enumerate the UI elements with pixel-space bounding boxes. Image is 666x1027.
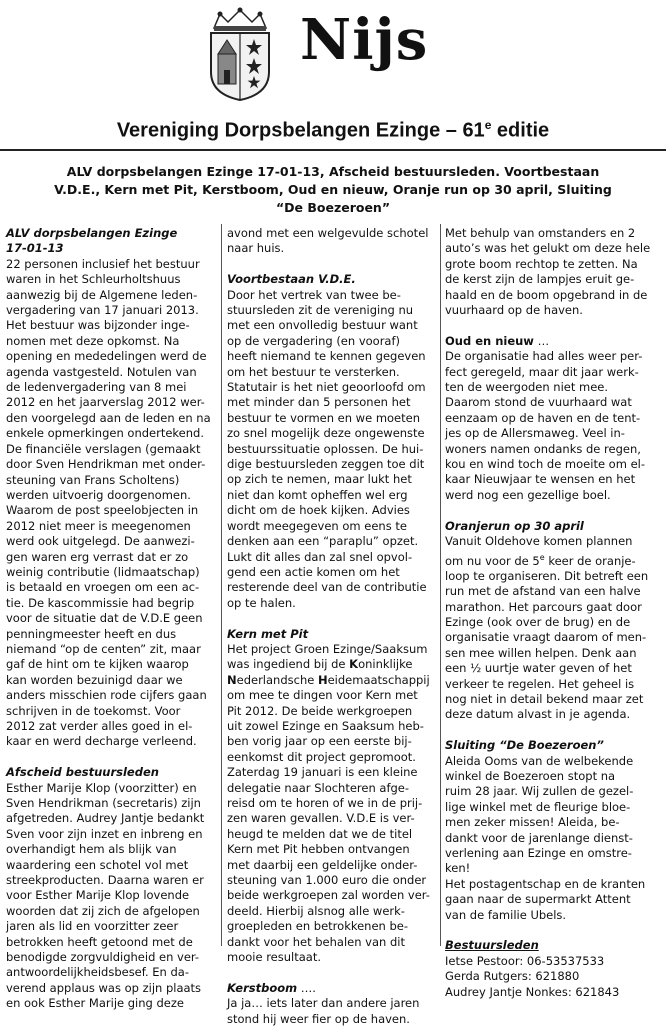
section-title-afscheid: Afscheid bestuursleden (6, 765, 159, 780)
edition-title: Vereniging Dorpsbelangen Ezinge – 61e editie (116, 118, 550, 142)
column-divider (221, 224, 222, 946)
section-text-alv: 22 personen inclusief het bestuur waren in het Schleurholtshuus aanwezig bij de Algemene leden- vergadering van 17 januari 2013. Het bestuur was bijzonder inge- nomen met deze opkomst. Na opening en mededelingen werd de agenda vastgesteld. Notulen van de ledenvergadering van 8 mei 2012 en het jaarverslag 2012 wer- den voorgelegd aan de leden en na enkele opmerkingen ondertekend. De financiële verslagen (gemaakt door Sven Hendrikman met onder- steuning van Frans Scholtens) werden uitvoerig doorgenomen. Waarom de post speelobjecten in 2012 niet meer is meegenomen werd ook uitgelegd. De aanwezi- gen waren erg verrast dat er zo weinig contributie (lidmaatschap) is betaald en vroegen om een ac- tie. De kascommissie had begrip voor de situatie dat de V.D.E geen penningmeester heeft en dus niemand “op de centen” zit, maar gaf de hint om te kijken waarop kan worden bezuinigd daar we anders misschien rode cijfers gaan schrijven in de toekomst. Voor 2012 zat verder alles goed in el- kaar en werd decharge verleend. (6, 256, 211, 749)
section-title-kerstboom: Kerstboom …. (227, 980, 316, 995)
masthead (0, 0, 666, 110)
section-text-kern-met-pit: Het project Groen Ezinge/Saaksum was ingediend bij de Koninklijke Nederlandsche Heidemaatschappij om mee te dingen voor Kern met Pit 2012. De beide werkgroepen uit zowel Ezinge en Saaksum heb- ben vorig jaar op een eerste bij- eenkomst dit project gepromoot. Zaterdag 19 januari is een kleine delegatie naar Slochteren afge- reisd om te horen of we in de prij- zen waren gevallen. V.D.E is ver- heugd te melden dat we de titel Kern met Pit hebben ontvangen met daarbij een geldelijke onder- steuning van 1.000 euro die onder beide werkgroepen zal worden ver- deeld. Hierbij alsnog alle werk- groepleden en betrokkenen be- dankt voor het behalen van dit mooie resultaat. (227, 641, 430, 965)
headline: ALV dorpsbelangen Ezinge 17-01-13, Afscheid bestuursleden. Voortbestaan V.D.E., Kern met Pit, Kerstboom, Oud en nieuw, Oranje run op 30 april, Sluiting “De Boezeroen” (54, 164, 612, 215)
section-title-bestuursleden: Bestuursleden (445, 938, 539, 953)
section-text-kerstboom-continued: Met behulp van omstanders en 2 auto’s was het gelukt om deze hele grote boom rechtop te zetten. Na de kerst zijn de lampjes eruit ge- haald en de boom opgebrand in de vuurhaard op de haven. (445, 226, 651, 318)
section-text-oranjerun: Vanuit Oldehove komen plannen om nu voor de 5e keer de oranje- loop te organiseren. Dit betreft een run met de afstand van een halve marathon. Het parcours gaat door Ezinge (ook over de brug) en de organisatie vraagt daarom of men- sen mee willen helpen. Denk aan een ½ uurtje water geven of het verkeer te regelen. Het geheel is nog niet in detail bekend maar zet deze datum alvast in je agenda. (445, 534, 649, 722)
section-title-kern-met-pit: Kern met Pit (227, 626, 309, 641)
section-text-afscheid-continued: avond met een welgevulde schotel naar huis. (227, 226, 429, 256)
section-text-oud-en-nieuw: De organisatie had alles weer per- fect geregeld, maar dit jaar werk- ten de weergoden niet mee. Daarom stond de vuurhaard wat eenzaam op de haven en de tent- jes op de Allersmaweg. Veel in- woners namen ondanks de regen, kou en wind toch de moeite om el- kaar Nieuwjaar te wensen en het werd nog een gezellige boel. (445, 349, 645, 502)
column-2 (227, 226, 437, 1027)
section-title-oud-en-nieuw: Oud en nieuw … (445, 333, 550, 348)
section-text-afscheid: Esther Marije Klop (voorzitter) en Sven Hendrikman (secretaris) zijn afgetreden. Audrey Jantje bedankt Sven voor zijn inzet en inbreng en overhandigt hem als blijk van waardering een schotel vol met streekproducten. Daarna waren er voor Esther Marije Klop lovende woorden dat zij zich de afgelopen jaren als lid en voorzitter zeer betrokken heeft getoond met de benodigde zorgvuldigheid en ver- antwoordelijkheidsbesef. En da- verend applaus was op zijn plaats en ook Esther Marije ging deze (6, 780, 205, 1011)
section-text-voortbestaan: Door het vertrek van twee be- stuursleden zit de vereniging nu met een onvolledig bestuur want op de vergadering (en vooraf) heeft niemand te kennen gegeven om het bestuur te versterken. Statutair is het niet geoorloofd om met minder dan 5 personen het bestuur te vormen en we moeten zo snel mogelijk deze ongewenste bestuurssituatie oplossen. De hui- dige bestuursleden zeggen toe dit op zich te nemen, maar lukt het niet dan komt opheffen wel erg dicht om de hoek kijken. Advies wordt meegegeven om eens te denken aan een “paraplu” opzet. Lukt dit alles dan zal snel opvol- gend een actie komen om het resterende deel van de contributie op te halen. (227, 287, 427, 610)
section-title-oranjerun: Oranjerun op 30 april (445, 518, 584, 533)
section-title-voortbestaan: Voortbestaan V.D.E. (227, 272, 356, 287)
column-divider (440, 224, 441, 946)
section-text-sluiting: Aleida Ooms van de welbekende winkel de Boezeroen stopt na ruim 28 jaar. Wij zullen de gezel- lige winkel met de fleurige bloe- men zeker missen! Aleida, be- dankt voor de jarenlange dienst- verlening aan Ezinge en omstre- ken! Het postagentschap en de kranten gaan naar de supermarkt Attent van de familie Ubels. (445, 753, 646, 922)
section-title-sluiting: Sluiting “De Boezeroen” (445, 738, 604, 753)
column-1 (6, 226, 218, 1012)
newsletter-name: Nijs (300, 7, 429, 73)
column-3 (445, 226, 659, 1000)
section-text-kerstboom: Ja ja… iets later dan andere jaren stond hij weer fier op de haven. (227, 996, 420, 1026)
section-title-alv: ALV dorpsbelangen Ezinge 17-01-13 (6, 226, 178, 256)
coat-of-arms-icon (206, 6, 274, 102)
section-text-bestuursleden: Ietse Pestoor: 06-53537533 Gerda Rutgers: 621880 Audrey Jantje Nonkes: 621843 (445, 953, 620, 999)
header-divider (0, 149, 666, 151)
